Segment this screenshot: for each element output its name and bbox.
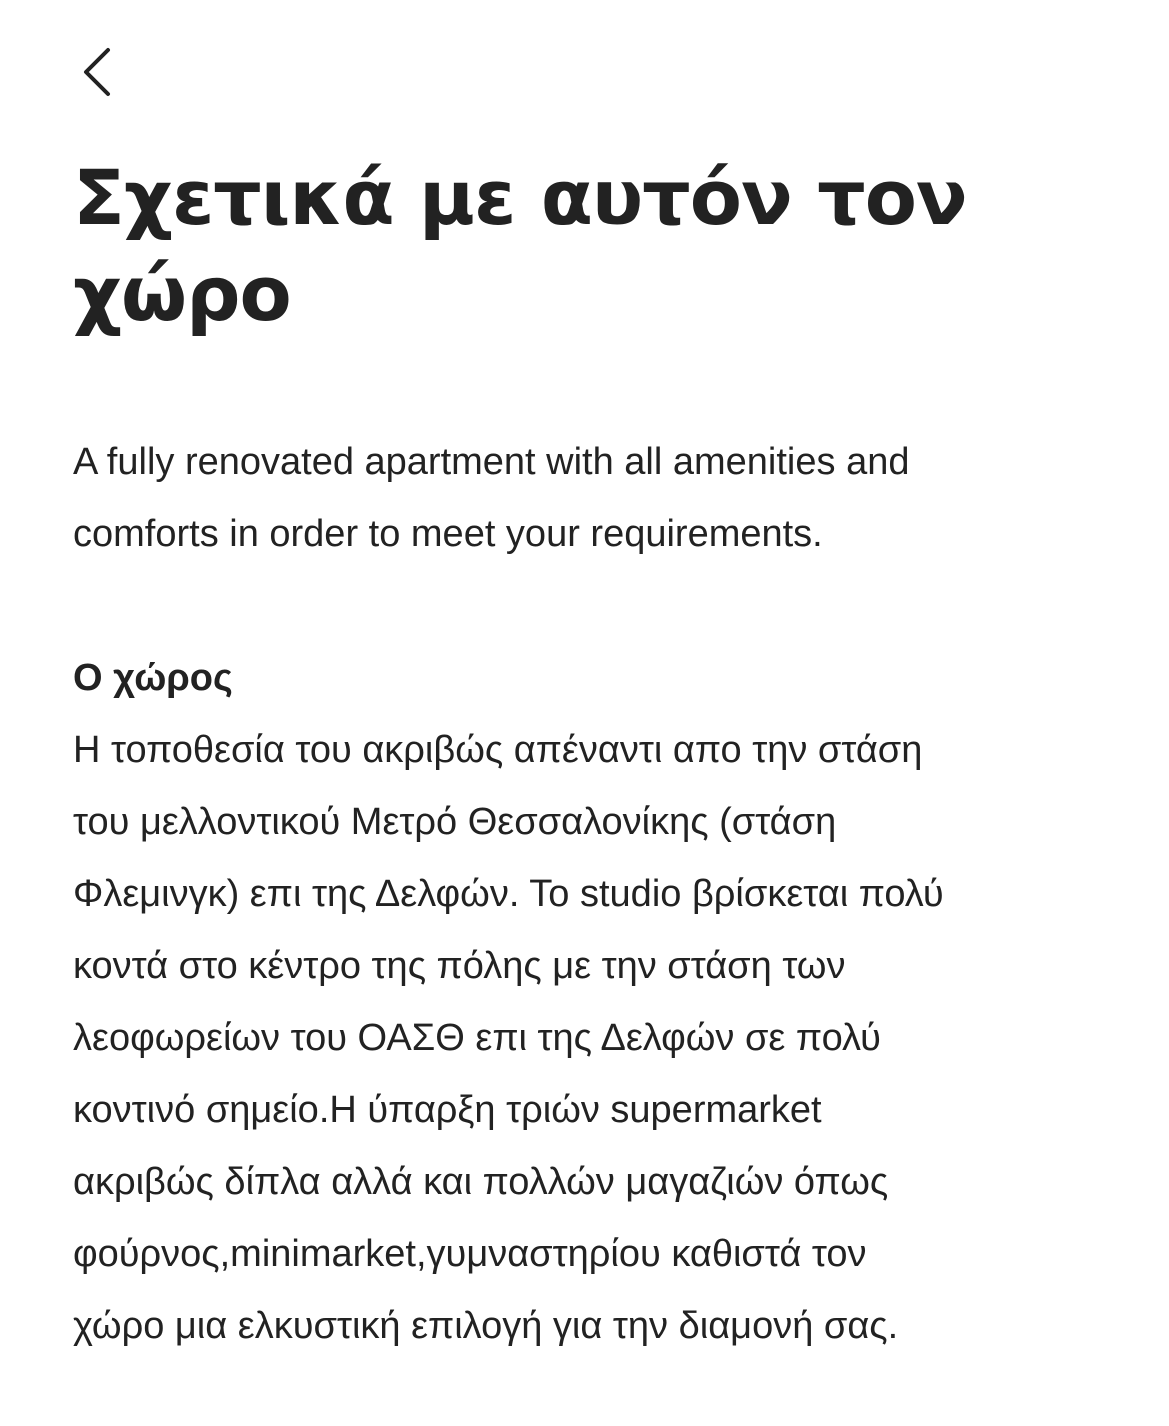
listing-description	[73, 426, 1113, 570]
page-title-line: Σχετικά με αυτόν τον	[73, 153, 967, 242]
section-body-line: ακριβώς δίπλα αλλά και πολλών μαγαζιών όπως	[73, 1161, 889, 1203]
description-line: A fully renovated apartment with all amenities and	[73, 441, 910, 483]
section-heading-space: Ο χώρος	[73, 657, 233, 699]
section-body-line: κοντά στο κέντρο της πόλης με την στάση των	[73, 945, 846, 987]
section-body-line: Η τοποθεσία του ακριβώς απέναντι απο την στάση	[73, 729, 923, 771]
section-body-line: φούρνος,minimarket,γυμναστηρίου καθιστά τον	[73, 1233, 867, 1275]
description-line: comforts in order to meet your requirements.	[73, 513, 823, 555]
section-body-space	[73, 714, 1093, 1362]
back-button[interactable]	[66, 42, 130, 106]
page-title-line: χώρο	[73, 249, 291, 338]
section-body-line: χώρο μια ελκυστική επιλογή για την διαμονή σας.	[73, 1305, 899, 1347]
page-title	[73, 150, 1103, 342]
section-body-line: Φλεμινγκ) επι της Δελφών. Το studio βρίσκεται πολύ	[73, 873, 944, 915]
section-body-line: λεοφωρείων του ΟΑΣΘ επι της Δελφών σε πολύ	[73, 1017, 881, 1059]
section-body-line: του μελλοντικού Μετρό Θεσσαλονίκης (στάση	[73, 801, 837, 843]
chevron-left-icon	[78, 44, 118, 105]
section-body-line: κοντινό σημείο.Η ύπαρξη τριών supermarket	[73, 1089, 822, 1131]
